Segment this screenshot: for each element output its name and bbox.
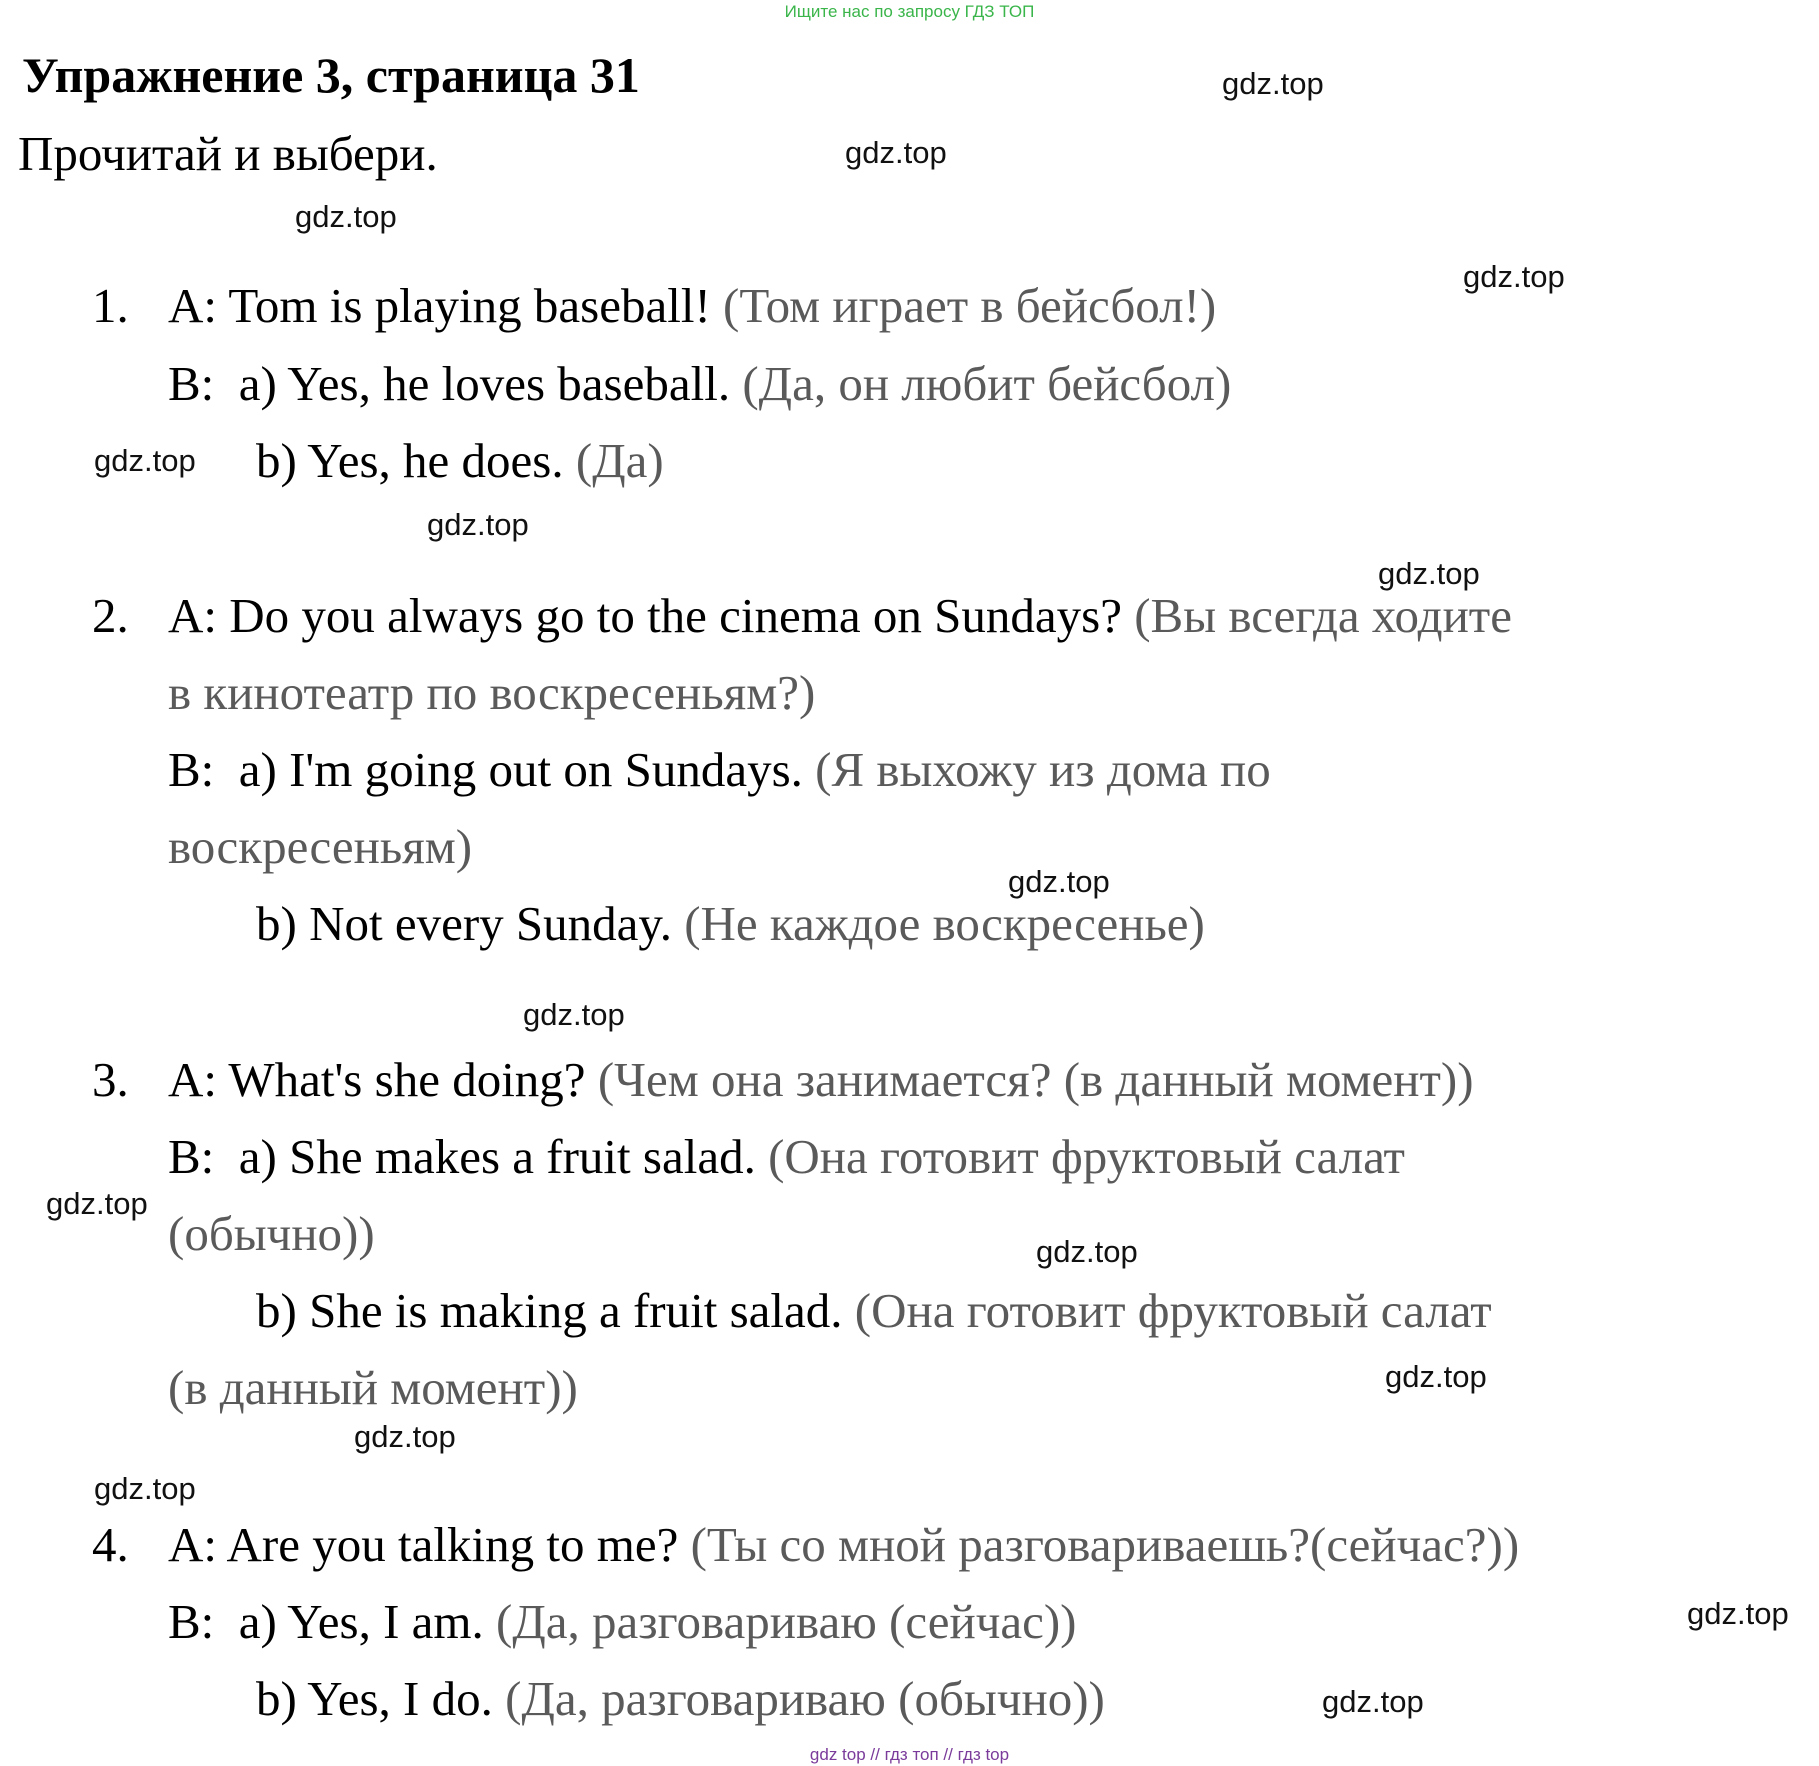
answer-line: [168, 356, 1231, 412]
watermark: gdz.top: [94, 1471, 196, 1506]
top-banner[interactable]: Ищите нас по запросу ГДЗ ТОП: [784, 2, 1035, 21]
answer-a-ru: (Я выхожу из дома по: [815, 742, 1271, 797]
answer-b-en: b) Yes, he does.: [256, 433, 564, 488]
answer-b-ru: (Не каждое воскресенье): [684, 896, 1205, 951]
answer-prefix: B:: [168, 1129, 215, 1184]
answer-b-ru: (Да): [575, 433, 664, 488]
watermark: gdz.top: [354, 1419, 456, 1454]
answer-a-en: a) She makes a fruit salad.: [238, 1129, 756, 1184]
watermark: gdz.top: [1008, 864, 1110, 899]
answer-a-ru-continued: воскресеньям): [168, 819, 473, 874]
answer-b-en: b) She is making a fruit salad.: [256, 1283, 843, 1338]
answer-line: [168, 742, 1271, 798]
exercise-instruction: Прочитай и выбери.: [18, 126, 438, 181]
answer-b-ru: (Да, разговариваю (обычно)): [505, 1671, 1105, 1726]
question-en: A: What's she doing?: [168, 1052, 586, 1107]
answer-line: [256, 433, 664, 489]
question-line: [168, 1052, 1474, 1108]
answer-b-en: b) Yes, I do.: [256, 1671, 493, 1726]
question-ru: (Ты со мной разговариваешь?(сейчас?)): [690, 1517, 1520, 1572]
answer-b-en: b) Not every Sunday.: [256, 896, 672, 951]
question-ru: (Том играет в бейсбол!): [723, 278, 1217, 333]
answer-b-ru-continued: (в данный момент)): [168, 1360, 578, 1415]
watermark: gdz.top: [295, 199, 397, 234]
watermark: gdz.top: [1036, 1234, 1138, 1269]
answer-b-ru: (Она готовит фруктовый салат: [854, 1283, 1492, 1338]
answer-line: [256, 1283, 1492, 1339]
exercise-title: Упражнение 3, страница 31: [22, 47, 640, 103]
watermark: gdz.top: [94, 443, 196, 478]
answer-line: [168, 1594, 1076, 1650]
item-number: 1.: [92, 278, 129, 333]
watermark: gdz.top: [1378, 556, 1480, 591]
answer-prefix: B:: [168, 356, 215, 411]
watermark: gdz.top: [427, 507, 529, 542]
question-en: A: Are you talking to me?: [168, 1517, 679, 1572]
item-number: 4.: [92, 1517, 129, 1572]
answer-line: [168, 1129, 1405, 1185]
answer-line: [256, 896, 1205, 952]
question-ru: (Чем она занимается? (в данный момент)): [597, 1052, 1474, 1107]
item-number: 3.: [92, 1052, 129, 1107]
answer-prefix: B:: [168, 1594, 215, 1649]
question-line: [168, 278, 1216, 334]
bottom-banner[interactable]: gdz top // гдз топ // гдз top: [809, 1745, 1010, 1764]
watermark: gdz.top: [46, 1186, 148, 1221]
answer-a-ru: (Да, он любит бейсбол): [742, 356, 1232, 411]
question-ru: (Вы всегда ходите: [1134, 588, 1512, 643]
watermark: gdz.top: [1463, 259, 1565, 294]
question-en: A: Tom is playing baseball!: [168, 278, 711, 333]
answer-a-en: a) Yes, I am.: [238, 1594, 484, 1649]
answer-a-en: a) Yes, he loves baseball.: [238, 356, 731, 411]
answer-prefix: B:: [168, 742, 215, 797]
question-ru-continued: в кинотеатр по воскресеньям?): [168, 665, 816, 720]
watermark: gdz.top: [1222, 66, 1324, 101]
answer-a-ru-continued: (обычно)): [168, 1206, 375, 1261]
watermark: gdz.top: [845, 135, 947, 170]
question-line: [168, 588, 1512, 644]
question-line: [168, 1517, 1519, 1573]
watermark: gdz.top: [1385, 1359, 1487, 1394]
answer-a-ru: (Да, разговариваю (сейчас)): [496, 1594, 1077, 1649]
question-en: A: Do you always go to the cinema on Sundays?: [168, 588, 1122, 643]
item-number: 2.: [92, 588, 129, 643]
answer-line: [256, 1671, 1105, 1727]
watermark: gdz.top: [1687, 1596, 1789, 1631]
watermark: gdz.top: [1322, 1684, 1424, 1719]
answer-a-ru: (Она готовит фруктовый салат: [768, 1129, 1405, 1184]
answer-a-en: a) I'm going out on Sundays.: [238, 742, 803, 797]
watermark: gdz.top: [523, 997, 625, 1032]
